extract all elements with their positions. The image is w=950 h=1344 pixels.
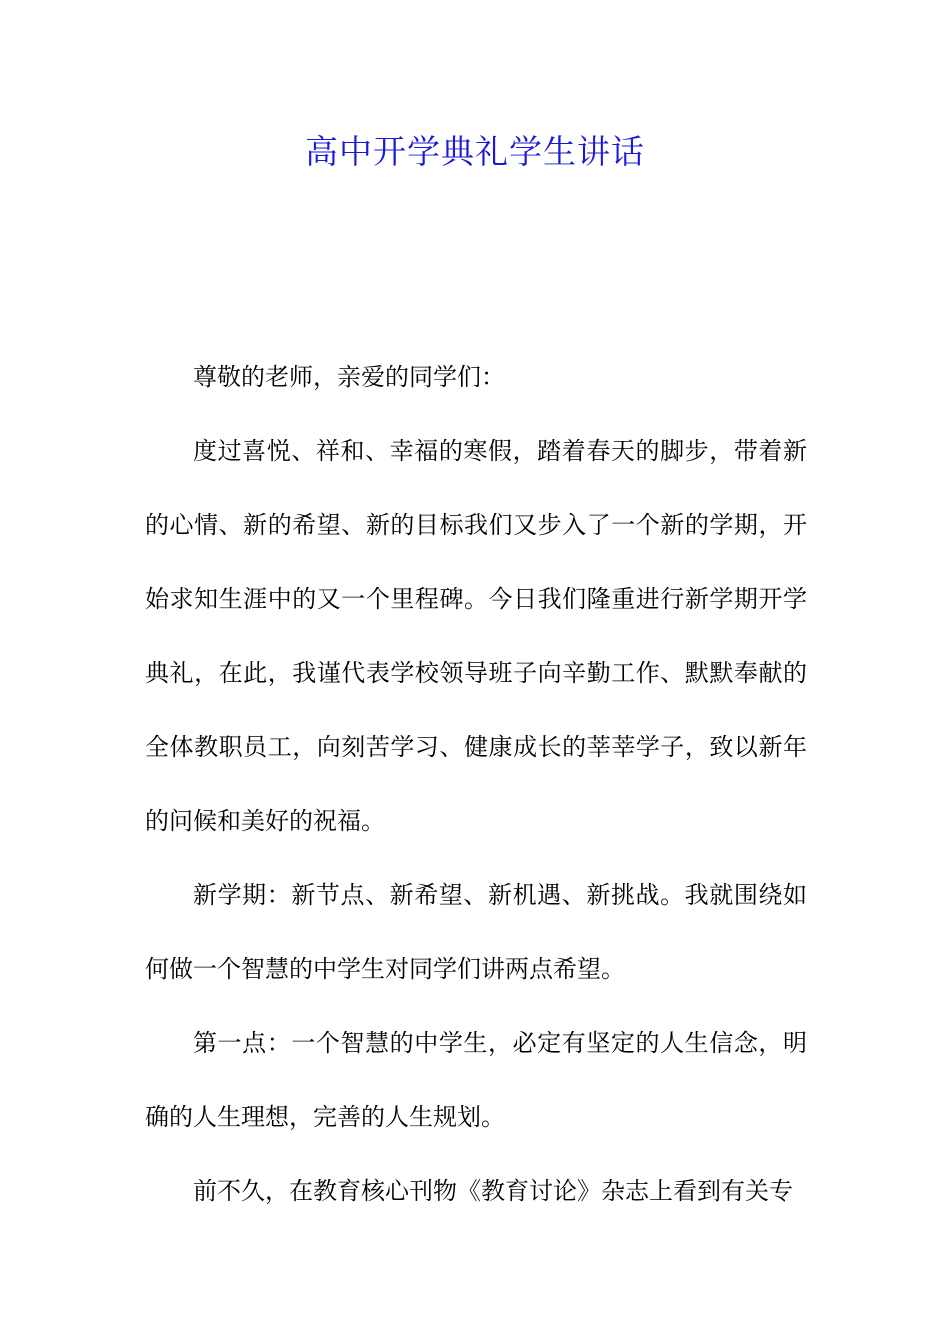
paragraph-first-point: 第一点：一个智慧的中学生，必定有坚定的人生信念，明确的人生理想，完善的人生规划。 [145, 1029, 807, 1131]
paragraph-greeting: 尊敬的老师，亲爱的同学们： [193, 363, 505, 391]
paragraph-journal: 前不久，在教育核心刊物《教育讨论》杂志上看到有关专 [193, 1177, 793, 1205]
paragraph-opening: 度过喜悦、祥和、幸福的寒假，踏着春天的脚步，带着新的心情、新的希望、新的目标我们又步入了一个新的学期，开始求知生涯中的又一个里程碑。今日我们隆重进行新学期开学典礼，在此，我谨代表学校领导班子向辛勤工作、默默奉献的全体教职员工，向刻苦学习、健康成长的莘莘学子，致以新年的问候和美好的祝福。 [145, 437, 807, 835]
document-body [145, 340, 807, 1228]
document-title: 高中开学典礼学生讲话 [305, 132, 645, 171]
paragraph-new-semester: 新学期：新节点、新希望、新机遇、新挑战。我就围绕如何做一个智慧的中学生对同学们讲两点希望。 [145, 881, 807, 983]
